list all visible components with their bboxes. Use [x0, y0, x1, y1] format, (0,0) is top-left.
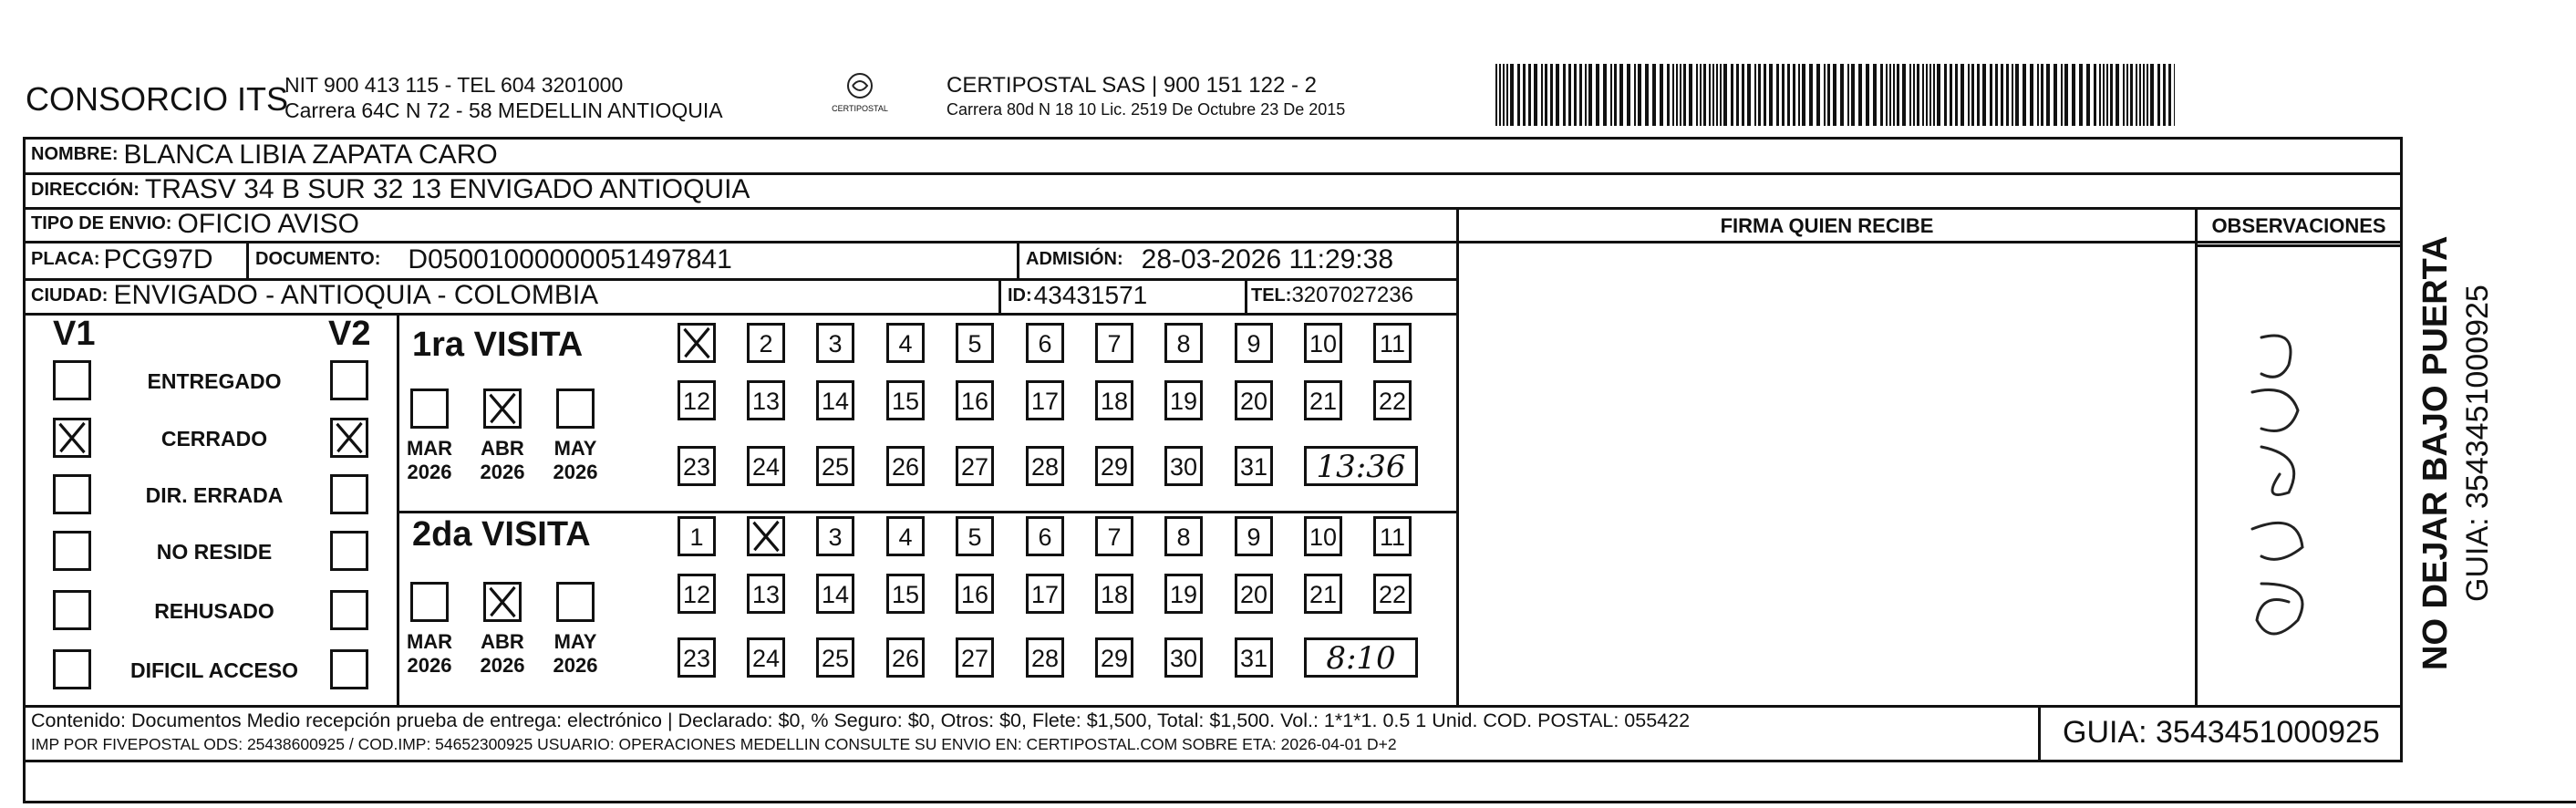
- documento-field: [255, 241, 732, 278]
- first-visit-title: 1ra VISITA: [412, 326, 584, 364]
- footer-guia: GUIA: 3543451000925: [2063, 715, 2380, 750]
- certipostal-line1: CERTIPOSTAL SAS | 900 151 122 - 2: [947, 73, 1317, 98]
- first-visit-month-label: MAY: [553, 437, 597, 460]
- tipo-field: [31, 207, 359, 241]
- barcode-bar: [1793, 64, 1795, 126]
- v2-label: V2: [328, 315, 371, 353]
- barcode-bar: [1720, 64, 1722, 126]
- barcode-bar: [2054, 64, 2057, 126]
- first-visit-day-box[interactable]: 2: [747, 323, 785, 363]
- footer-line2: IMP POR FIVEPOSTAL ODS: 25438600925 / COD.IMP: 54652300925 USUARIO: OPERACIONES MEDELLIN CONSULTE SU ENVIO EN: CERTIPOSTAL.COM SOBRE ETA: 2026-04-01 D+2: [31, 735, 1397, 753]
- second-visit-day-box[interactable]: 6: [1026, 516, 1064, 556]
- second-visit-time-box: 8:10: [1304, 637, 1418, 678]
- status-option-label: NO RESIDE: [156, 540, 273, 564]
- nombre-value: BLANCA LIBIA ZAPATA CARO: [123, 139, 498, 170]
- v2-checkbox[interactable]: [330, 360, 368, 400]
- ciudad-value: ENVIGADO - ANTIOQUIA - COLOMBIA: [113, 280, 599, 310]
- barcode-bar: [2110, 64, 2113, 126]
- barcode-bar: [2163, 64, 2166, 126]
- barcode-bar: [1610, 64, 1612, 126]
- barcode-bar: [2046, 64, 2050, 126]
- company-name: CONSORCIO ITS: [26, 80, 289, 118]
- barcode-bar: [1716, 64, 1718, 126]
- barcode-bar: [1556, 64, 1559, 126]
- barcode-bar: [1824, 64, 1826, 126]
- barcode-bar: [1672, 64, 1674, 126]
- second-visit-day-box[interactable]: 9: [1235, 516, 1273, 556]
- barcode-bar: [1614, 64, 1617, 126]
- second-visit-day-box[interactable]: 24: [747, 637, 785, 678]
- first-visit-day-box[interactable]: 25: [816, 446, 854, 486]
- direccion-field: [31, 172, 750, 207]
- barcode-bar: [1995, 64, 1998, 126]
- nombre-field: [31, 137, 498, 172]
- barcode-bar: [1517, 64, 1520, 126]
- first-visit-day-box[interactable]: 8: [1164, 323, 1203, 363]
- barcode-bar: [1866, 64, 1869, 126]
- status-option-label: REHUSADO: [154, 599, 274, 623]
- barcode-bar: [1897, 64, 1899, 126]
- barcode-bar: [1683, 64, 1686, 126]
- barcode-bar: [1645, 64, 1649, 126]
- second-visit-day-box[interactable]: 27: [956, 637, 994, 678]
- second-visit-day-box[interactable]: 10: [1304, 516, 1342, 556]
- barcode-bar: [2136, 64, 2137, 126]
- barcode: [1495, 64, 2175, 126]
- second-visit-day-box[interactable]: 23: [678, 637, 716, 678]
- second-visit-day-box[interactable]: 16: [956, 574, 994, 614]
- barcode-bar: [2006, 64, 2009, 126]
- barcode-bar: [1909, 64, 1911, 126]
- barcode-bar: [2041, 64, 2043, 126]
- barcode-bar: [2061, 64, 2063, 126]
- barcode-bar: [2099, 64, 2101, 126]
- second-visit-day-box[interactable]: 30: [1164, 637, 1203, 678]
- barcode-bar: [1758, 64, 1761, 126]
- v2-checkbox[interactable]: [330, 474, 368, 514]
- v1-checkbox[interactable]: [53, 649, 91, 689]
- barcode-bar: [1776, 64, 1779, 126]
- barcode-bar: [1944, 64, 1947, 126]
- barcode-bar: [1541, 64, 1543, 126]
- v2-checkbox[interactable]: [330, 590, 368, 630]
- barcode-bar: [1503, 64, 1505, 126]
- v1-checkbox[interactable]: [53, 531, 91, 571]
- footer-line1: Contenido: Documentos Medio recepción prueba de entrega: electrónico | Declarado: $0, % Seguro: $0, Otros: $0, Flete: $1,500, Total: $1,500. Vol.: 1*1*1. 0.5 1 Unid. COD. POSTAL: 055422: [31, 710, 1691, 731]
- tel-field: [1251, 278, 1413, 313]
- barcode-bar: [1723, 64, 1727, 126]
- x-mark-icon: [333, 420, 366, 455]
- status-option-label: DIFICIL ACCESO: [129, 658, 298, 682]
- first-visit-year-label: 2026: [553, 461, 598, 483]
- firma-header: FIRMA QUIEN RECIBE: [1720, 214, 1934, 237]
- second-visit-year-label: 2026: [407, 654, 452, 677]
- first-visit-day-box[interactable]: 11: [1373, 323, 1412, 363]
- barcode-bar: [1523, 64, 1526, 126]
- second-visit-day-box[interactable]: 22: [1373, 574, 1412, 614]
- placa-field: [31, 241, 213, 278]
- barcode-bar: [1568, 64, 1571, 126]
- barcode-bar: [1787, 64, 1790, 126]
- second-visit-day-box[interactable]: 19: [1164, 574, 1203, 614]
- first-visit-day-box[interactable]: 6: [1026, 323, 1064, 363]
- barcode-bar: [1889, 64, 1891, 126]
- barcode-bar: [1926, 64, 1928, 126]
- first-visit-day-box[interactable]: 12: [678, 380, 716, 420]
- second-visit-day-box[interactable]: 7: [1095, 516, 1133, 556]
- barcode-bar: [1619, 64, 1623, 126]
- barcode-bar: [1712, 64, 1714, 126]
- documento-label: DOCUMENTO:: [255, 249, 381, 269]
- certipostal-line2: Carrera 80d N 18 10 Lic. 2519 De Octubre 23 De 2015: [947, 100, 1346, 119]
- barcode-bar: [2001, 64, 2003, 126]
- second-visit-month-label: MAR: [406, 630, 453, 653]
- second-visit-day-box[interactable]: 20: [1235, 574, 1273, 614]
- barcode-bar: [2174, 64, 2175, 126]
- barcode-bar: [1736, 64, 1739, 126]
- barcode-bar: [1977, 64, 1980, 126]
- second-visit-day-box[interactable]: 4: [886, 516, 925, 556]
- tel-label: TEL:: [1251, 285, 1292, 306]
- nit-line: NIT 900 413 115 - TEL 604 3201000: [284, 73, 624, 97]
- handwritten-signature: [2225, 310, 2325, 657]
- address-line: Carrera 64C N 72 - 58 MEDELLIN ANTIOQUIA: [284, 98, 723, 122]
- id-label: ID:: [1008, 285, 1032, 306]
- x-mark-icon: [750, 519, 782, 554]
- first-visit-day-box[interactable]: 5: [956, 323, 994, 363]
- barcode-bar: [1809, 64, 1813, 126]
- barcode-bar: [1960, 64, 1964, 126]
- first-visit-day-box[interactable]: 15: [886, 380, 925, 420]
- first-visit-day-box[interactable]: 9: [1235, 323, 1273, 363]
- barcode-bar: [1528, 64, 1531, 126]
- first-visit-day-box[interactable]: 23: [678, 446, 716, 486]
- first-visit-day-box[interactable]: 28: [1026, 446, 1064, 486]
- second-visit-month-label: MAY: [553, 630, 597, 653]
- second-visit-year-label: 2026: [480, 654, 525, 677]
- barcode-bar: [1510, 64, 1514, 126]
- barcode-bar: [1851, 64, 1855, 126]
- barcode-bar: [2064, 64, 2068, 126]
- barcode-bar: [1833, 64, 1836, 126]
- barcode-bar: [1955, 64, 1958, 126]
- status-option-label: CERRADO: [160, 427, 268, 451]
- barcode-bar: [1840, 64, 1844, 126]
- barcode-bar: [1798, 64, 1800, 126]
- barcode-bar: [1652, 64, 1656, 126]
- first-visit-month-checkbox[interactable]: [410, 388, 449, 429]
- second-visit-day-box[interactable]: 17: [1026, 574, 1064, 614]
- barcode-bar: [2012, 64, 2013, 126]
- status-option-label: DIR. ERRADA: [145, 483, 284, 507]
- second-visit-month-checkbox[interactable]: [410, 582, 449, 622]
- barcode-bar: [1731, 64, 1733, 126]
- second-visit-year-label: 2026: [553, 654, 598, 677]
- first-visit-day-box[interactable]: 7: [1095, 323, 1133, 363]
- barcode-bar: [1574, 64, 1577, 126]
- first-visit-day-box[interactable]: 20: [1235, 380, 1273, 420]
- barcode-bar: [1550, 64, 1553, 126]
- first-visit-day-box[interactable]: 3: [816, 323, 854, 363]
- first-visit-day-box[interactable]: 18: [1095, 380, 1133, 420]
- first-visit-day-box[interactable]: 4: [886, 323, 925, 363]
- first-visit-day-box[interactable]: 27: [956, 446, 994, 486]
- barcode-bar: [1638, 64, 1641, 126]
- second-visit-day-box[interactable]: 5: [956, 516, 994, 556]
- first-visit-day-box[interactable]: 30: [1164, 446, 1203, 486]
- first-visit-day-box[interactable]: 26: [886, 446, 925, 486]
- barcode-bar: [2079, 64, 2083, 126]
- first-visit-day-box[interactable]: 21: [1304, 380, 1342, 420]
- barcode-bar: [1563, 64, 1566, 126]
- barcode-bar: [2037, 64, 2039, 126]
- barcode-bar: [1886, 64, 1888, 126]
- nombre-label: NOMBRE:: [31, 144, 119, 164]
- barcode-bar: [1634, 64, 1636, 126]
- barcode-bar: [2147, 64, 2148, 126]
- barcode-bar: [1499, 64, 1501, 126]
- barcode-bar: [2023, 64, 2026, 126]
- second-visit-month-checkbox[interactable]: [483, 582, 522, 622]
- barcode-bar: [1545, 64, 1547, 126]
- v2-checkbox[interactable]: [330, 649, 368, 689]
- first-visit-year-label: 2026: [480, 461, 525, 483]
- v1-checkbox[interactable]: [53, 360, 91, 400]
- second-visit-title: 2da VISITA: [412, 515, 591, 554]
- first-visit-year-label: 2026: [407, 461, 452, 483]
- barcode-bar: [1929, 64, 1931, 126]
- handwritten-observation: [2225, 310, 2325, 657]
- barcode-bar: [1922, 64, 1924, 126]
- certipostal-logo-text: CERTIPOSTAL: [832, 104, 888, 113]
- first-visit-month-checkbox[interactable]: [483, 388, 522, 429]
- first-visit-month-label: MAR: [406, 437, 453, 460]
- first-visit-day-box[interactable]: 22: [1373, 380, 1412, 420]
- barcode-bar: [1917, 64, 1919, 126]
- id-field: [1008, 278, 1147, 313]
- barcode-bar: [1802, 64, 1805, 126]
- first-visit-month-label: ABR: [481, 437, 524, 460]
- second-visit-day-box[interactable]: 15: [886, 574, 925, 614]
- barcode-bar: [2150, 64, 2154, 126]
- barcode-bar: [2030, 64, 2033, 126]
- x-mark-icon: [56, 420, 88, 455]
- second-visit-month-label: ABR: [481, 630, 524, 653]
- barcode-bar: [1968, 64, 1970, 126]
- barcode-bar: [1495, 64, 1497, 126]
- barcode-bar: [1971, 64, 1974, 126]
- barcode-bar: [1827, 64, 1830, 126]
- barcode-bar: [2123, 64, 2125, 126]
- status-option-label: ENTREGADO: [147, 369, 282, 393]
- second-visit-day-box[interactable]: 3: [816, 516, 854, 556]
- barcode-bar: [1742, 64, 1744, 126]
- direccion-label: DIRECCIÓN:: [31, 179, 140, 200]
- barcode-bar: [1990, 64, 1992, 126]
- v2-checkbox[interactable]: [330, 418, 368, 458]
- barcode-bar: [1588, 64, 1592, 126]
- second-visit-day-box[interactable]: 28: [1026, 637, 1064, 678]
- barcode-bar: [1709, 64, 1711, 126]
- ciudad-label: CIUDAD:: [31, 285, 109, 306]
- barcode-bar: [2168, 64, 2171, 126]
- barcode-bar: [1579, 64, 1582, 126]
- barcode-bar: [2072, 64, 2075, 126]
- barcode-bar: [1782, 64, 1785, 126]
- first-visit-day-box[interactable]: 13: [747, 380, 785, 420]
- barcode-bar: [2126, 64, 2128, 126]
- first-visit-month-checkbox[interactable]: [556, 388, 595, 429]
- barcode-bar: [1667, 64, 1670, 126]
- barcode-bar: [1893, 64, 1895, 126]
- tipo-value: OFICIO AVISO: [177, 208, 359, 239]
- first-visit-day-box[interactable]: 10: [1304, 323, 1342, 363]
- barcode-bar: [2094, 64, 2096, 126]
- first-visit-day-box[interactable]: [678, 323, 716, 363]
- barcode-bar: [1596, 64, 1599, 126]
- barcode-bar: [1873, 64, 1877, 126]
- second-visit-day-box[interactable]: [747, 516, 785, 556]
- barcode-bar: [2157, 64, 2160, 126]
- first-visit-day-box[interactable]: 14: [816, 380, 854, 420]
- barcode-bar: [1696, 64, 1698, 126]
- barcode-bar: [1847, 64, 1849, 126]
- barcode-bar: [1880, 64, 1883, 126]
- barcode-bar: [2116, 64, 2119, 126]
- placa-value: PCG97D: [103, 243, 213, 275]
- x-mark-icon: [680, 326, 713, 360]
- barcode-bar: [1982, 64, 1986, 126]
- second-visit-day-box[interactable]: 21: [1304, 574, 1342, 614]
- second-visit-day-box[interactable]: 8: [1164, 516, 1203, 556]
- barcode-bar: [2015, 64, 2019, 126]
- second-visit-day-box[interactable]: 13: [747, 574, 785, 614]
- barcode-bar: [1660, 64, 1663, 126]
- first-visit-day-box[interactable]: 16: [956, 380, 994, 420]
- barcode-bar: [1747, 64, 1751, 126]
- barcode-bar: [1585, 64, 1587, 126]
- documento-value: D05001000000051497841: [408, 243, 732, 275]
- barcode-bar: [1627, 64, 1630, 126]
- barcode-bar: [1689, 64, 1692, 126]
- second-visit-day-box[interactable]: 14: [816, 574, 854, 614]
- v2-checkbox[interactable]: [330, 531, 368, 571]
- placa-label: PLACA:: [31, 249, 100, 269]
- second-visit-day-box[interactable]: 18: [1095, 574, 1133, 614]
- barcode-bar: [1506, 64, 1508, 126]
- tel-value: 3207027236: [1291, 283, 1413, 307]
- barcode-bar: [1933, 64, 1935, 126]
- barcode-bar: [2086, 64, 2090, 126]
- second-visit-day-box[interactable]: 11: [1373, 516, 1412, 556]
- barcode-bar: [2130, 64, 2133, 126]
- first-visit-day-box[interactable]: 31: [1235, 446, 1273, 486]
- first-visit-day-box[interactable]: 19: [1164, 380, 1203, 420]
- first-visit-day-box[interactable]: 24: [747, 446, 785, 486]
- certipostal-logo: [828, 69, 892, 120]
- barcode-bar: [2139, 64, 2141, 126]
- v1-checkbox[interactable]: [53, 590, 91, 630]
- barcode-bar: [1703, 64, 1706, 126]
- admision-field: [1026, 241, 1393, 278]
- barcode-bar: [1913, 64, 1915, 126]
- barcode-bar: [1937, 64, 1940, 126]
- barcode-bar: [1754, 64, 1756, 126]
- second-visit-day-box[interactable]: 25: [816, 637, 854, 678]
- barcode-bar: [1858, 64, 1862, 126]
- barcode-bar: [1676, 64, 1678, 126]
- barcode-bar: [1680, 64, 1681, 126]
- second-visit-day-box[interactable]: 31: [1235, 637, 1273, 678]
- v1-checkbox[interactable]: [53, 474, 91, 514]
- barcode-bar: [2143, 64, 2145, 126]
- barcode-bar: [2106, 64, 2108, 126]
- no-dejar-bajo-puerta: NO DEJAR BAJO PUERTA: [2416, 235, 2455, 670]
- x-mark-icon: [486, 391, 519, 426]
- second-visit-day-box[interactable]: 29: [1095, 637, 1133, 678]
- side-guia: GUIA: 3543451000925: [2460, 285, 2495, 602]
- tipo-label: TIPO DE ENVIO:: [31, 213, 172, 233]
- v1-checkbox[interactable]: [53, 418, 91, 458]
- second-visit-month-checkbox[interactable]: [556, 582, 595, 622]
- barcode-bar: [1816, 64, 1820, 126]
- ciudad-field: [31, 278, 598, 313]
- second-visit-day-box[interactable]: 26: [886, 637, 925, 678]
- barcode-bar: [1700, 64, 1702, 126]
- first-visit-time-box: 13:36: [1304, 446, 1418, 486]
- barcode-bar: [2103, 64, 2105, 126]
- v1-label: V1: [53, 315, 96, 353]
- observaciones-header: OBSERVACIONES: [2211, 214, 2386, 237]
- second-visit-day-box[interactable]: 12: [678, 574, 716, 614]
- barcode-bar: [1769, 64, 1773, 126]
- barcode-bar: [1902, 64, 1906, 126]
- barcode-bar: [1950, 64, 1952, 126]
- admision-value: 28-03-2026 11:29:38: [1141, 243, 1394, 275]
- barcode-bar: [1534, 64, 1537, 126]
- second-visit-day-box[interactable]: 1: [678, 516, 716, 556]
- admision-label: ADMISIÓN:: [1026, 249, 1123, 269]
- first-visit-day-box[interactable]: 17: [1026, 380, 1064, 420]
- id-value: 43431571: [1033, 281, 1148, 309]
- barcode-bar: [1764, 64, 1766, 126]
- direccion-value: TRASV 34 B SUR 32 13 ENVIGADO ANTIOQUIA: [144, 174, 750, 204]
- barcode-bar: [1603, 64, 1607, 126]
- x-mark-icon: [486, 585, 519, 619]
- first-visit-day-box[interactable]: 29: [1095, 446, 1133, 486]
